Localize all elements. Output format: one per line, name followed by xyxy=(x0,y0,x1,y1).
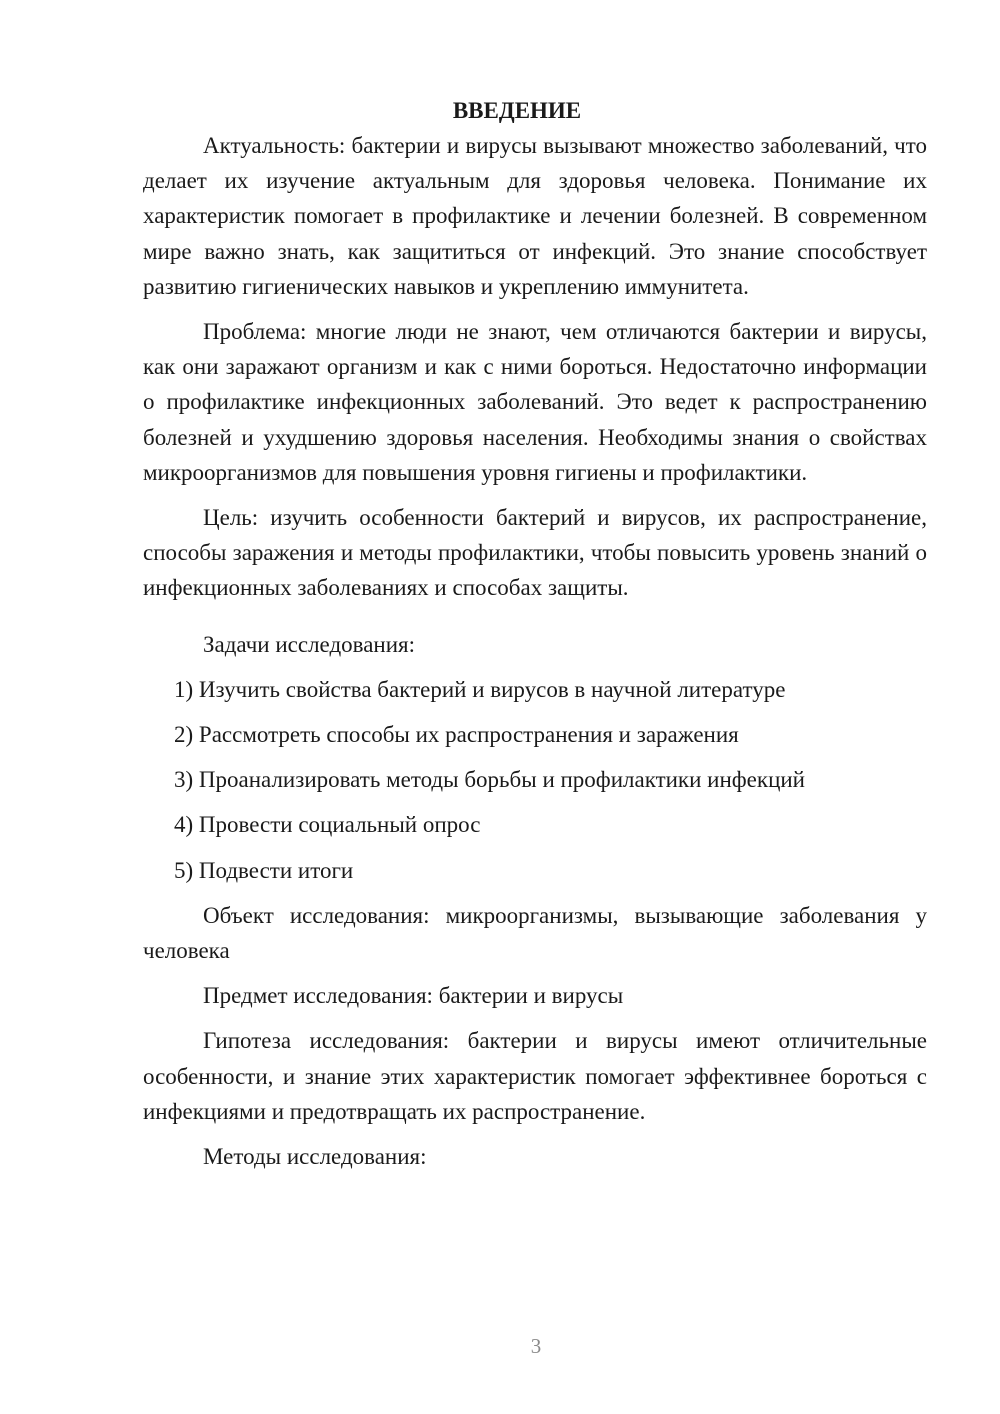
list-item: 1) Изучить свойства бактерий и вирусов в научной литературе xyxy=(174,676,786,702)
tasks-list xyxy=(143,672,927,888)
goal-paragraph: Цель: изучить особенности бактерий и вирусов, их распространение, способы заражения и методы профилактики, чтобы повысить уровень знаний о инфекционных заболеваниях и способах защиты. xyxy=(143,505,927,601)
list-item: 3) Проанализировать методы борьбы и профилактики инфекций xyxy=(174,767,805,793)
list-item: 5) Подвести итоги xyxy=(174,857,354,883)
subject-paragraph: Предмет исследования: бактерии и вирусы xyxy=(203,983,624,1009)
list-item: 2) Рассмотреть способы их распространения и заражения xyxy=(174,722,739,748)
tasks-label: Задачи исследования: xyxy=(203,631,416,657)
page-content xyxy=(143,93,927,1174)
section-title: ВВЕДЕНИЕ xyxy=(452,98,582,123)
list-item: 4) Провести социальный опрос xyxy=(174,812,481,838)
page-number: 3 xyxy=(530,1334,542,1358)
relevance-paragraph: Актуальность: бактерии и вирусы вызывают множество заболеваний, что делает их изучение актуальным для здоровья человека. Понимание их характеристик помогает в профилактике и лечении болезней. В современном мире важно знать, как защититься от инфекций. Это знание способствует развитию гигиенических навыков и укреплению иммунитета. xyxy=(143,133,927,299)
hypothesis-paragraph: Гипотеза исследования: бактерии и вирусы имеют отличительные особенности, и знание этих характеристик помогает эффективнее бороться с инфекциями и предотвращать их распространение. xyxy=(143,1028,927,1124)
methods-label: Методы исследования: xyxy=(203,1144,427,1170)
object-paragraph: Объект исследования: микроорганизмы, вызывающие заболевания у человека xyxy=(143,902,927,964)
problem-paragraph: Проблема: многие люди не знают, чем отличаются бактерии и вирусы, как они заражают организм и как с ними бороться. Недостаточно информации о профилактике инфекционных заболеваний. Это ведет к распространению болезней и ухудшению здоровья населения. Необходимы знания о свойствах микроорганизмов для повышения уровня гигиены и профилактики. xyxy=(143,319,927,485)
